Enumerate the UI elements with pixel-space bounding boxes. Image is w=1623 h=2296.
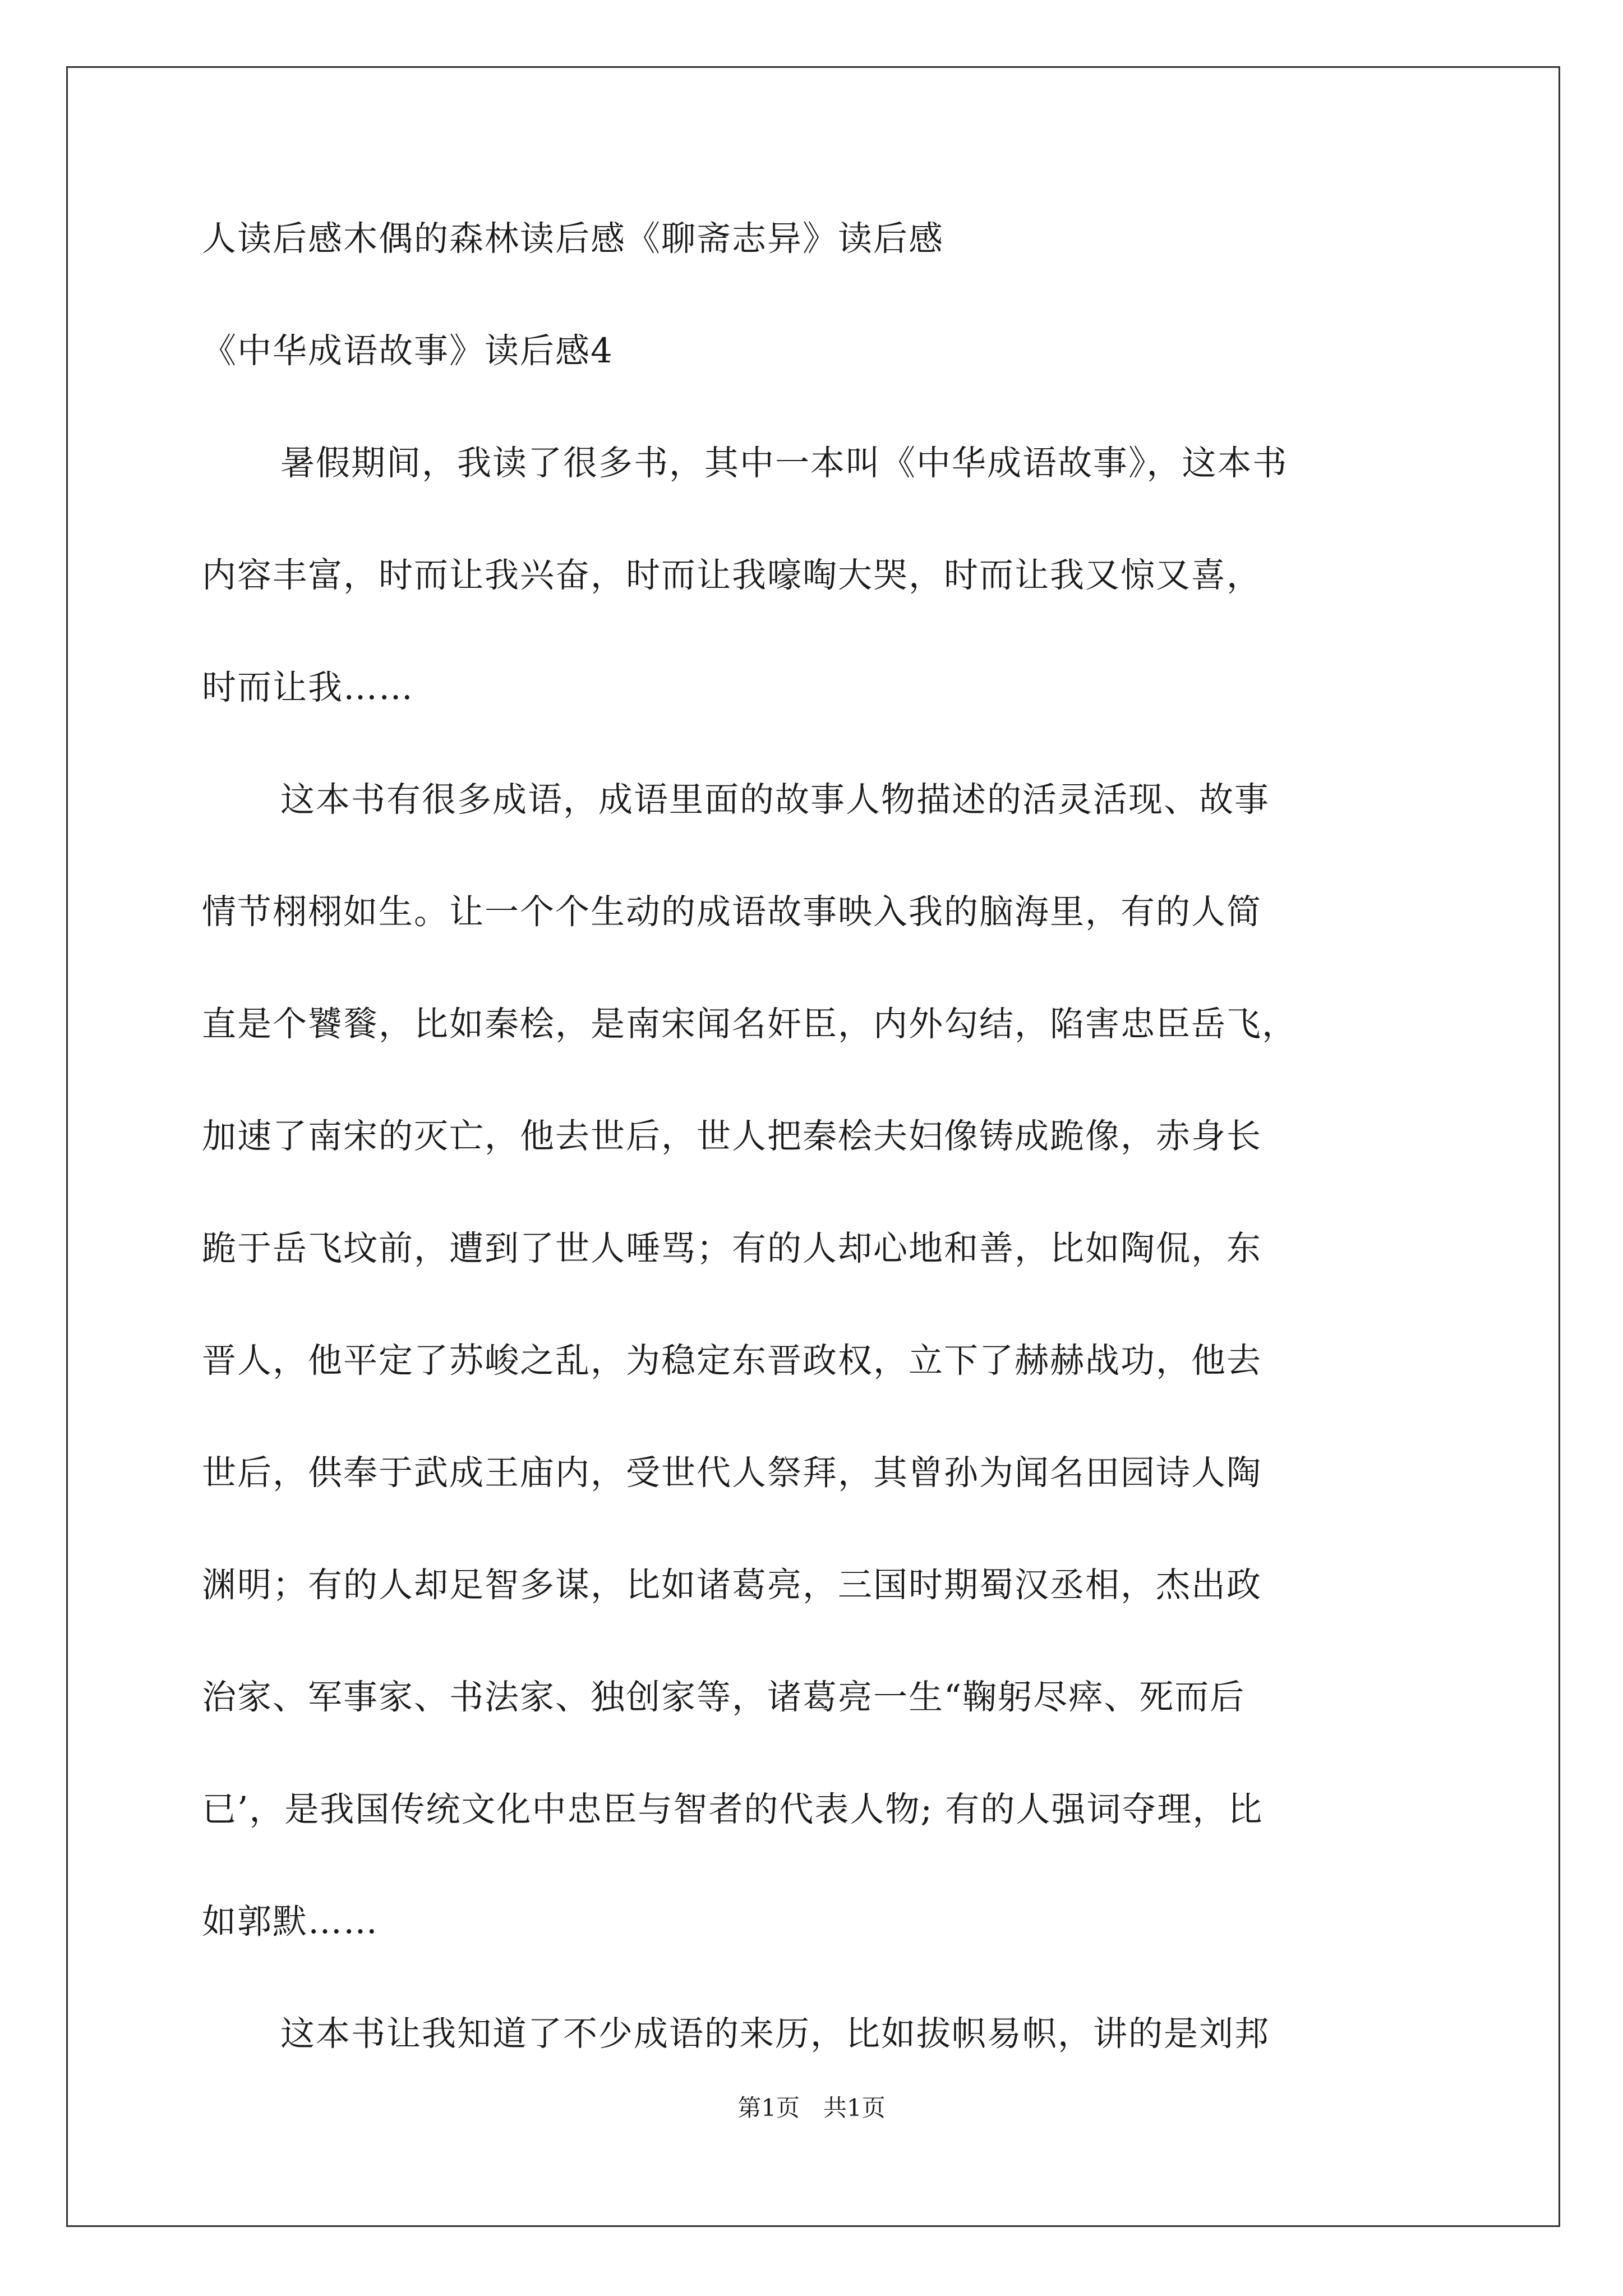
- paragraph-3-line-1: 这本书让我知道了不少成语的来历，比如拔帜易帜，讲的是刘邦: [280, 2014, 1270, 2054]
- paragraph-2-line-9: 治家、军事家、书法家、独创家等，诸葛亮一生“鞠躬尽瘁、死而后: [202, 1677, 1246, 1717]
- heading-line-2: 《中华成语故事》读后感4: [202, 331, 614, 371]
- paragraph-2-line-10: 已’，是我国传统文化中忠臣与智者的代表人物; 有的人强词夺理，比: [202, 1789, 1264, 1829]
- paragraph-2-line-7: 世后，供奉于武成王庙内，受世代人祭拜，其曾孙为闻名田园诗人陶: [202, 1453, 1262, 1493]
- paragraph-2-line-1: 这本书有很多成语，成语里面的故事人物描述的活灵活现、故事: [280, 780, 1270, 820]
- paragraph-1-line-3: 时而让我……: [202, 668, 414, 707]
- heading-line-1: 人读后感木偶的森林读后感《聊斋志异》读后感: [202, 219, 944, 259]
- page-footer: 第1页 共1页: [737, 2094, 886, 2122]
- paragraph-2-line-8: 渊明；有的人却足智多谋，比如诸葛亮，三国时期蜀汉丞相，杰出政: [202, 1565, 1262, 1605]
- paragraph-2-line-11: 如郭默……: [202, 1902, 379, 1941]
- paragraph-2-line-2: 情节栩栩如生。让一个个生动的成语故事映入我的脑海里，有的人简: [202, 892, 1262, 932]
- paragraph-2-line-3: 直是个饕餮，比如秦桧，是南宋闻名奸臣，内外勾结，陷害忠臣岳飞，: [202, 1004, 1298, 1044]
- paragraph-2-line-6: 晋人，他平定了苏峻之乱，为稳定东晋政权，立下了赫赫战功，他去: [202, 1341, 1262, 1381]
- paragraph-2-line-5: 跪于岳飞坟前，遭到了世人唾骂；有的人却心地和善，比如陶侃，东: [202, 1228, 1262, 1268]
- paragraph-2-line-4: 加速了南宋的灭亡，他去世后，世人把秦桧夫妇像铸成跪像，赤身长: [202, 1116, 1262, 1156]
- paragraph-1-line-2: 内容丰富，时而让我兴奋，时而让我嚎啕大哭，时而让我又惊又喜，: [202, 555, 1262, 595]
- paragraph-1-line-1: 暑假期间，我读了很多书，其中一本叫《中华成语故事》，这本书: [280, 443, 1288, 483]
